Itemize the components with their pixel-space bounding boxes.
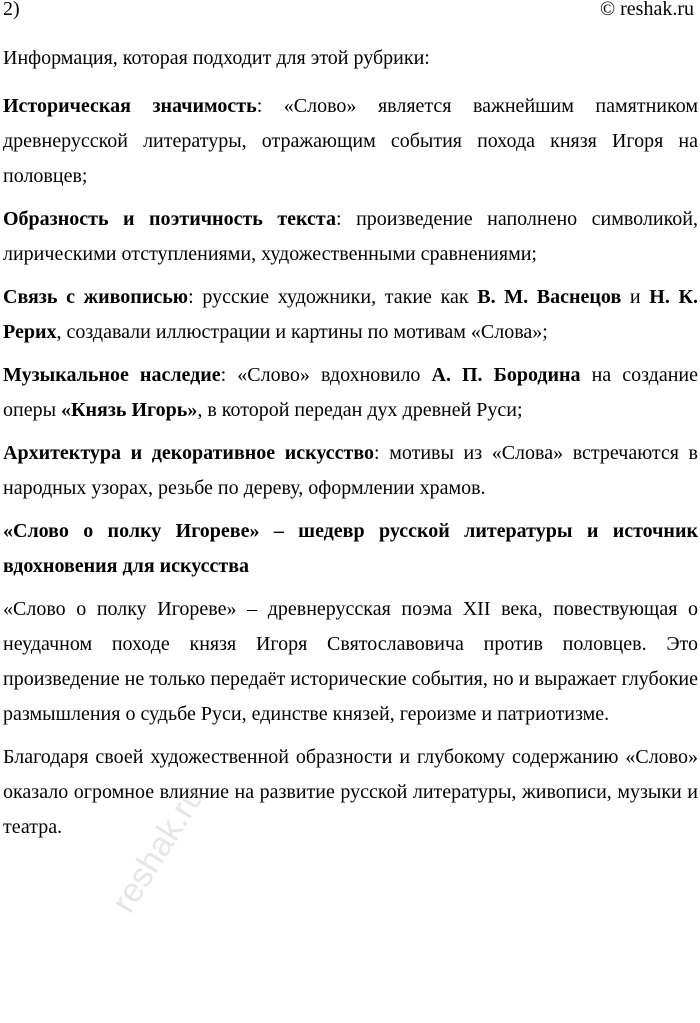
opera-title: «Князь Игорь»	[61, 399, 198, 421]
item-text: , в которой передан дух древней Руси;	[197, 399, 523, 421]
item-text: русские художники, такие как	[202, 286, 478, 308]
item-separator: :	[188, 286, 203, 308]
item-separator: :	[336, 208, 357, 230]
item-music	[3, 358, 698, 428]
article-heading: «Слово о полку Игореве» – шедевр русской литературы и источник вдохновения для искусства	[3, 520, 698, 577]
item-historical	[3, 89, 698, 194]
item-term: Образность и поэтичность текста	[3, 208, 337, 230]
copyright-label: © reshak.ru	[599, 0, 694, 20]
document-content	[3, 41, 698, 853]
item-separator: :	[220, 364, 238, 386]
item-term: Историческая значимость	[3, 95, 257, 117]
item-separator: :	[256, 95, 284, 117]
item-text: мотивы из «Слова» встречаются в народных узорах, резьбе по дереву, оформлении храмов.	[3, 442, 698, 499]
article-paragraph: «Слово о полку Игореве» – древнерусская поэма XII века, повествующая о неудачном походе князя Игоря Святославовича против половцев. Это произведение не только передаёт исторические события, но и выражает глубокие размышления о судьбе Руси, единстве князей, героизме и патриотизме.	[3, 598, 698, 725]
item-text: произведение наполнено символикой, лирическими отступлениями, художественными сравнениями;	[3, 208, 698, 265]
item-term: Связь с живописью	[3, 286, 189, 308]
item-text: , создавали иллюстрации и картины по мотивам «Слова»;	[56, 321, 548, 343]
svg-text:reshak.ru: reshak.ru	[104, 778, 212, 920]
item-painting	[3, 280, 698, 350]
task-number: 2)	[3, 0, 20, 20]
article-paragraph: Благодаря своей художественной образности и глубокому содержанию «Слово» оказало огромное влияние на развитие русской литературы, живописи, музыки и театра.	[3, 746, 698, 838]
item-text: и	[621, 286, 650, 308]
artist-name: В. М. Васнецов	[477, 286, 622, 308]
item-imagery	[3, 202, 698, 272]
composer-name: А. П. Бородина	[431, 364, 581, 386]
item-separator: :	[374, 442, 390, 464]
item-text: «Слово» вдохновило	[237, 364, 432, 386]
item-architecture	[3, 436, 698, 506]
artist-name: Н. К. Рерих	[3, 286, 699, 343]
intro-text: Информация, которая подходит для этой рубрики:	[3, 47, 430, 69]
item-term: Музыкальное наследие	[3, 364, 221, 386]
item-term: Архитектура и декоративное искусство	[3, 442, 375, 464]
item-text: «Слово» является важнейшим памятником древнерусской литературы, отражающим события похода князя Игоря на половцев;	[3, 95, 698, 187]
item-text: на создание оперы	[3, 364, 698, 421]
